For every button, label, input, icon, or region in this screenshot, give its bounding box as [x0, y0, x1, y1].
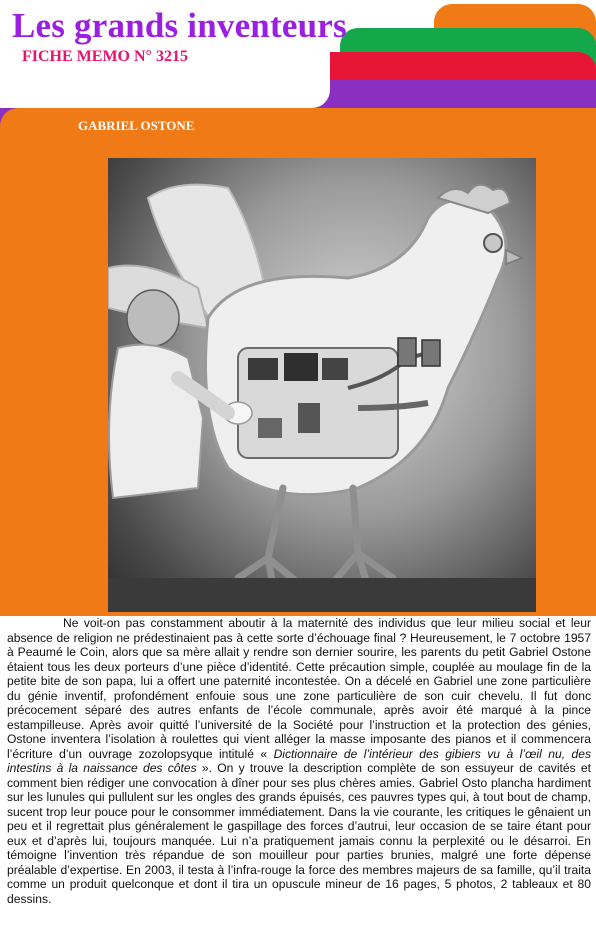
book-title: Dictionnaire de l’intérieur des gibiers vu à l’œil nu, des intestins à la naissance des côtes	[7, 746, 591, 775]
biography-part-1: Ne voit-on pas constamment aboutir à la maternité des individus que leur milieu social et leur absence de religion ne prédestinaient pas à cette sorte d’échouage final ? Heureusement, le 7 octobre 1957 à Peaumé le Coin, alors que sa mère allait y rendre son dernier sourire, les parents du petit Gabriel Ostone étaient tous les deux porteurs d’une pièce d’identité. Cette précaution simple, couplée au moulage fin de la petite bite de son papa, lui a offert une paternité incontestée. On a décelé en Gabriel une zone particulière du génie inventif, profondément enfouie sous une zone particulière de son cuir chevelu. Il fut donc précocement séparé des autres enfants de l’école communale, après avoir été marqué à la pince estampilleuse. Après avoir quitté l’université de la Société pour l’instruction et la protection des génies, Ostone inventera l’isolation à roulettes qui vient alléger la masse imposante des pianos et il commencera l’écriture d’un ouvrage zozolopsyque intitulé «	[7, 616, 591, 761]
photo-image	[108, 158, 536, 612]
page-title: Les grands inventeurs	[12, 6, 347, 45]
biography-part-2: ». On y trouve la description complète de son essuyeur de cavités et comment bien rédiger une convocation à dîner pour ses plus chères amies. Gabriel Osto plancha hardiment sur les lunules qui pullulent sur les ongles des grands épuisés, ces pauvres types qui, à tout bout de champ, sucent trop leur pouce pour le consommer immédiatement. Dans la vie courante, les critiques le gênaient un peu et il regrettait plus généralement le gaspillage des forces d’autrui, leur occasion de se taire étant pour eux et d’après lui, toujours manquée. Lui n’a pratiquement jamais connu la perplexité ou le désarroi. En témoigne l’invention très répandue de son mouilleur pour parties brunies, malgré une forte dépense préalable d’expertise. En 2003, il testa à l’infra-rouge la force des membres majeurs de sa famille, qu’il traita comme un produit quelconque et dont il tira un opuscule mineur de 16 pages, 5 photos, 2 tableaux et 80 dessins.	[7, 761, 591, 906]
fiche-number: FICHE MEMO N° 3215	[22, 48, 188, 65]
chicken-model-illustration	[108, 158, 536, 612]
inventor-name: GABRIEL OSTONE	[78, 118, 195, 133]
biography-text	[7, 616, 591, 906]
